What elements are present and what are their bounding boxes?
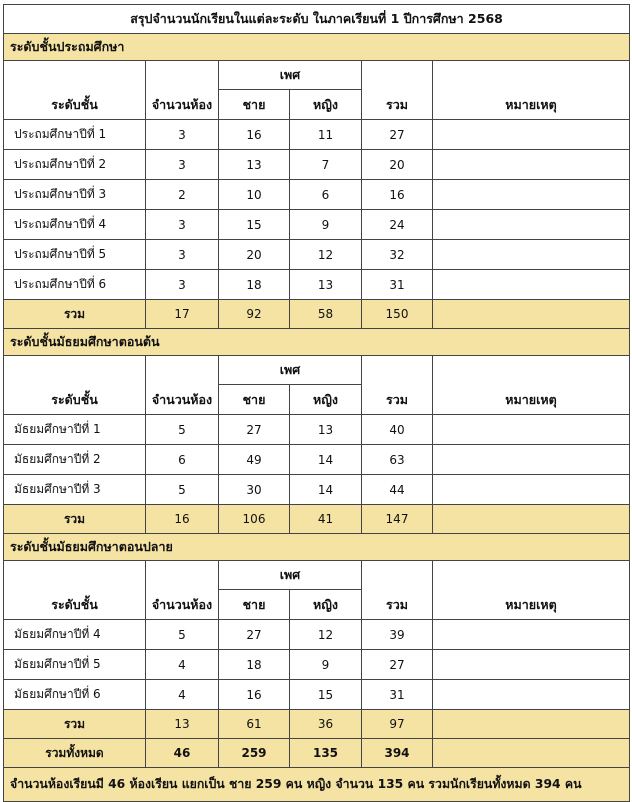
table-row — [4, 415, 630, 445]
room-count: 4 — [146, 680, 219, 710]
header-row — [4, 356, 630, 385]
header-male: ชาย — [219, 590, 290, 620]
total-count: 32 — [362, 240, 433, 270]
subtotal-rooms: 13 — [146, 710, 219, 739]
subtotal-note — [433, 505, 630, 534]
male-count: 16 — [219, 680, 290, 710]
room-count: 5 — [146, 415, 219, 445]
grade-name: ประถมศึกษาปีที่ 6 — [4, 270, 146, 300]
male-count: 30 — [219, 475, 290, 505]
table-row — [4, 475, 630, 505]
subtotal-female: 36 — [290, 710, 362, 739]
section-title-row — [4, 34, 630, 61]
room-count: 2 — [146, 180, 219, 210]
total-count: 27 — [362, 120, 433, 150]
female-count: 6 — [290, 180, 362, 210]
male-count: 49 — [219, 445, 290, 475]
female-count: 11 — [290, 120, 362, 150]
room-count: 5 — [146, 475, 219, 505]
section-title: ระดับชั้นมัธยมศึกษาตอนต้น — [4, 329, 630, 356]
note-cell — [433, 650, 630, 680]
male-count: 27 — [219, 415, 290, 445]
table-row — [4, 620, 630, 650]
grade-name: ประถมศึกษาปีที่ 5 — [4, 240, 146, 270]
table-row — [4, 445, 630, 475]
header-level: ระดับชั้น — [4, 356, 146, 415]
table-row — [4, 120, 630, 150]
room-count: 4 — [146, 650, 219, 680]
subtotal-rooms: 17 — [146, 300, 219, 329]
note-cell — [433, 210, 630, 240]
total-count: 31 — [362, 270, 433, 300]
header-total: รวม — [362, 561, 433, 620]
header-level: ระดับชั้น — [4, 561, 146, 620]
student-summary-table — [3, 4, 630, 802]
total-count: 16 — [362, 180, 433, 210]
total-count: 63 — [362, 445, 433, 475]
subtotal-male: 92 — [219, 300, 290, 329]
male-count: 16 — [219, 120, 290, 150]
room-count: 6 — [146, 445, 219, 475]
room-count: 3 — [146, 150, 219, 180]
room-count: 3 — [146, 120, 219, 150]
header-note: หมายเหตุ — [433, 561, 630, 620]
header-gender: เพศ — [219, 561, 362, 590]
grade-name: มัธยมศึกษาปีที่ 4 — [4, 620, 146, 650]
subtotal-row — [4, 710, 630, 739]
table-row — [4, 150, 630, 180]
header-male: ชาย — [219, 90, 290, 120]
subtotal-male: 106 — [219, 505, 290, 534]
total-count: 24 — [362, 210, 433, 240]
page-title: สรุปจำนวนนักเรียนในแต่ละระดับ ในภาคเรียนที่ 1 ปีการศึกษา 2568 — [4, 5, 630, 34]
total-count: 31 — [362, 680, 433, 710]
header-female: หญิง — [290, 90, 362, 120]
header-total: รวม — [362, 356, 433, 415]
grade-name: ประถมศึกษาปีที่ 1 — [4, 120, 146, 150]
total-count: 20 — [362, 150, 433, 180]
male-count: 18 — [219, 650, 290, 680]
subtotal-female: 58 — [290, 300, 362, 329]
section-title-row — [4, 329, 630, 356]
subtotal-label: รวม — [4, 710, 146, 739]
header-female: หญิง — [290, 590, 362, 620]
table-row — [4, 180, 630, 210]
female-count: 14 — [290, 445, 362, 475]
grand-total-row — [4, 739, 630, 768]
table-row — [4, 210, 630, 240]
grand-total-total: 394 — [362, 739, 433, 768]
section-title: ระดับชั้นประถมศึกษา — [4, 34, 630, 61]
grade-name: มัธยมศึกษาปีที่ 1 — [4, 415, 146, 445]
subtotal-row — [4, 505, 630, 534]
subtotal-total: 147 — [362, 505, 433, 534]
male-count: 10 — [219, 180, 290, 210]
subtotal-row — [4, 300, 630, 329]
note-cell — [433, 120, 630, 150]
section-title: ระดับชั้นมัธยมศึกษาตอนปลาย — [4, 534, 630, 561]
header-male: ชาย — [219, 385, 290, 415]
table-row — [4, 680, 630, 710]
grade-name: ประถมศึกษาปีที่ 3 — [4, 180, 146, 210]
table-row — [4, 650, 630, 680]
header-gender: เพศ — [219, 61, 362, 90]
note-cell — [433, 620, 630, 650]
header-row — [4, 61, 630, 90]
male-count: 13 — [219, 150, 290, 180]
note-cell — [433, 180, 630, 210]
female-count: 15 — [290, 680, 362, 710]
male-count: 27 — [219, 620, 290, 650]
male-count: 20 — [219, 240, 290, 270]
subtotal-label: รวม — [4, 505, 146, 534]
summary-footer: จำนวนห้องเรียนมี 46 ห้องเรียน แยกเป็น ชาย 259 คน หญิง จำนวน 135 คน รวมนักเรียนทั้งหมด 394 คน — [4, 768, 630, 802]
grand-total-note — [433, 739, 630, 768]
grand-total-male: 259 — [219, 739, 290, 768]
note-cell — [433, 415, 630, 445]
table-row — [4, 270, 630, 300]
footer-row — [4, 768, 630, 802]
header-rooms: จำนวนห้อง — [146, 561, 219, 620]
room-count: 3 — [146, 240, 219, 270]
subtotal-total: 150 — [362, 300, 433, 329]
male-count: 18 — [219, 270, 290, 300]
grand-total-female: 135 — [290, 739, 362, 768]
female-count: 13 — [290, 415, 362, 445]
grade-name: มัธยมศึกษาปีที่ 5 — [4, 650, 146, 680]
note-cell — [433, 270, 630, 300]
header-note: หมายเหตุ — [433, 61, 630, 120]
grade-name: มัธยมศึกษาปีที่ 6 — [4, 680, 146, 710]
note-cell — [433, 150, 630, 180]
female-count: 12 — [290, 240, 362, 270]
subtotal-label: รวม — [4, 300, 146, 329]
female-count: 13 — [290, 270, 362, 300]
room-count: 3 — [146, 270, 219, 300]
room-count: 3 — [146, 210, 219, 240]
subtotal-note — [433, 300, 630, 329]
total-count: 39 — [362, 620, 433, 650]
subtotal-total: 97 — [362, 710, 433, 739]
note-cell — [433, 475, 630, 505]
subtotal-note — [433, 710, 630, 739]
female-count: 12 — [290, 620, 362, 650]
female-count: 9 — [290, 210, 362, 240]
note-cell — [433, 240, 630, 270]
grade-name: ประถมศึกษาปีที่ 4 — [4, 210, 146, 240]
grade-name: มัธยมศึกษาปีที่ 2 — [4, 445, 146, 475]
header-total: รวม — [362, 61, 433, 120]
header-female: หญิง — [290, 385, 362, 415]
subtotal-male: 61 — [219, 710, 290, 739]
female-count: 14 — [290, 475, 362, 505]
room-count: 5 — [146, 620, 219, 650]
table-row — [4, 240, 630, 270]
subtotal-female: 41 — [290, 505, 362, 534]
header-rooms: จำนวนห้อง — [146, 61, 219, 120]
header-rooms: จำนวนห้อง — [146, 356, 219, 415]
total-count: 40 — [362, 415, 433, 445]
note-cell — [433, 445, 630, 475]
grade-name: ประถมศึกษาปีที่ 2 — [4, 150, 146, 180]
grand-total-label: รวมทั้งหมด — [4, 739, 146, 768]
grade-name: มัธยมศึกษาปีที่ 3 — [4, 475, 146, 505]
header-gender: เพศ — [219, 356, 362, 385]
section-title-row — [4, 534, 630, 561]
header-note: หมายเหตุ — [433, 356, 630, 415]
header-row — [4, 561, 630, 590]
male-count: 15 — [219, 210, 290, 240]
female-count: 9 — [290, 650, 362, 680]
total-count: 44 — [362, 475, 433, 505]
note-cell — [433, 680, 630, 710]
total-count: 27 — [362, 650, 433, 680]
subtotal-rooms: 16 — [146, 505, 219, 534]
grand-total-rooms: 46 — [146, 739, 219, 768]
header-level: ระดับชั้น — [4, 61, 146, 120]
female-count: 7 — [290, 150, 362, 180]
